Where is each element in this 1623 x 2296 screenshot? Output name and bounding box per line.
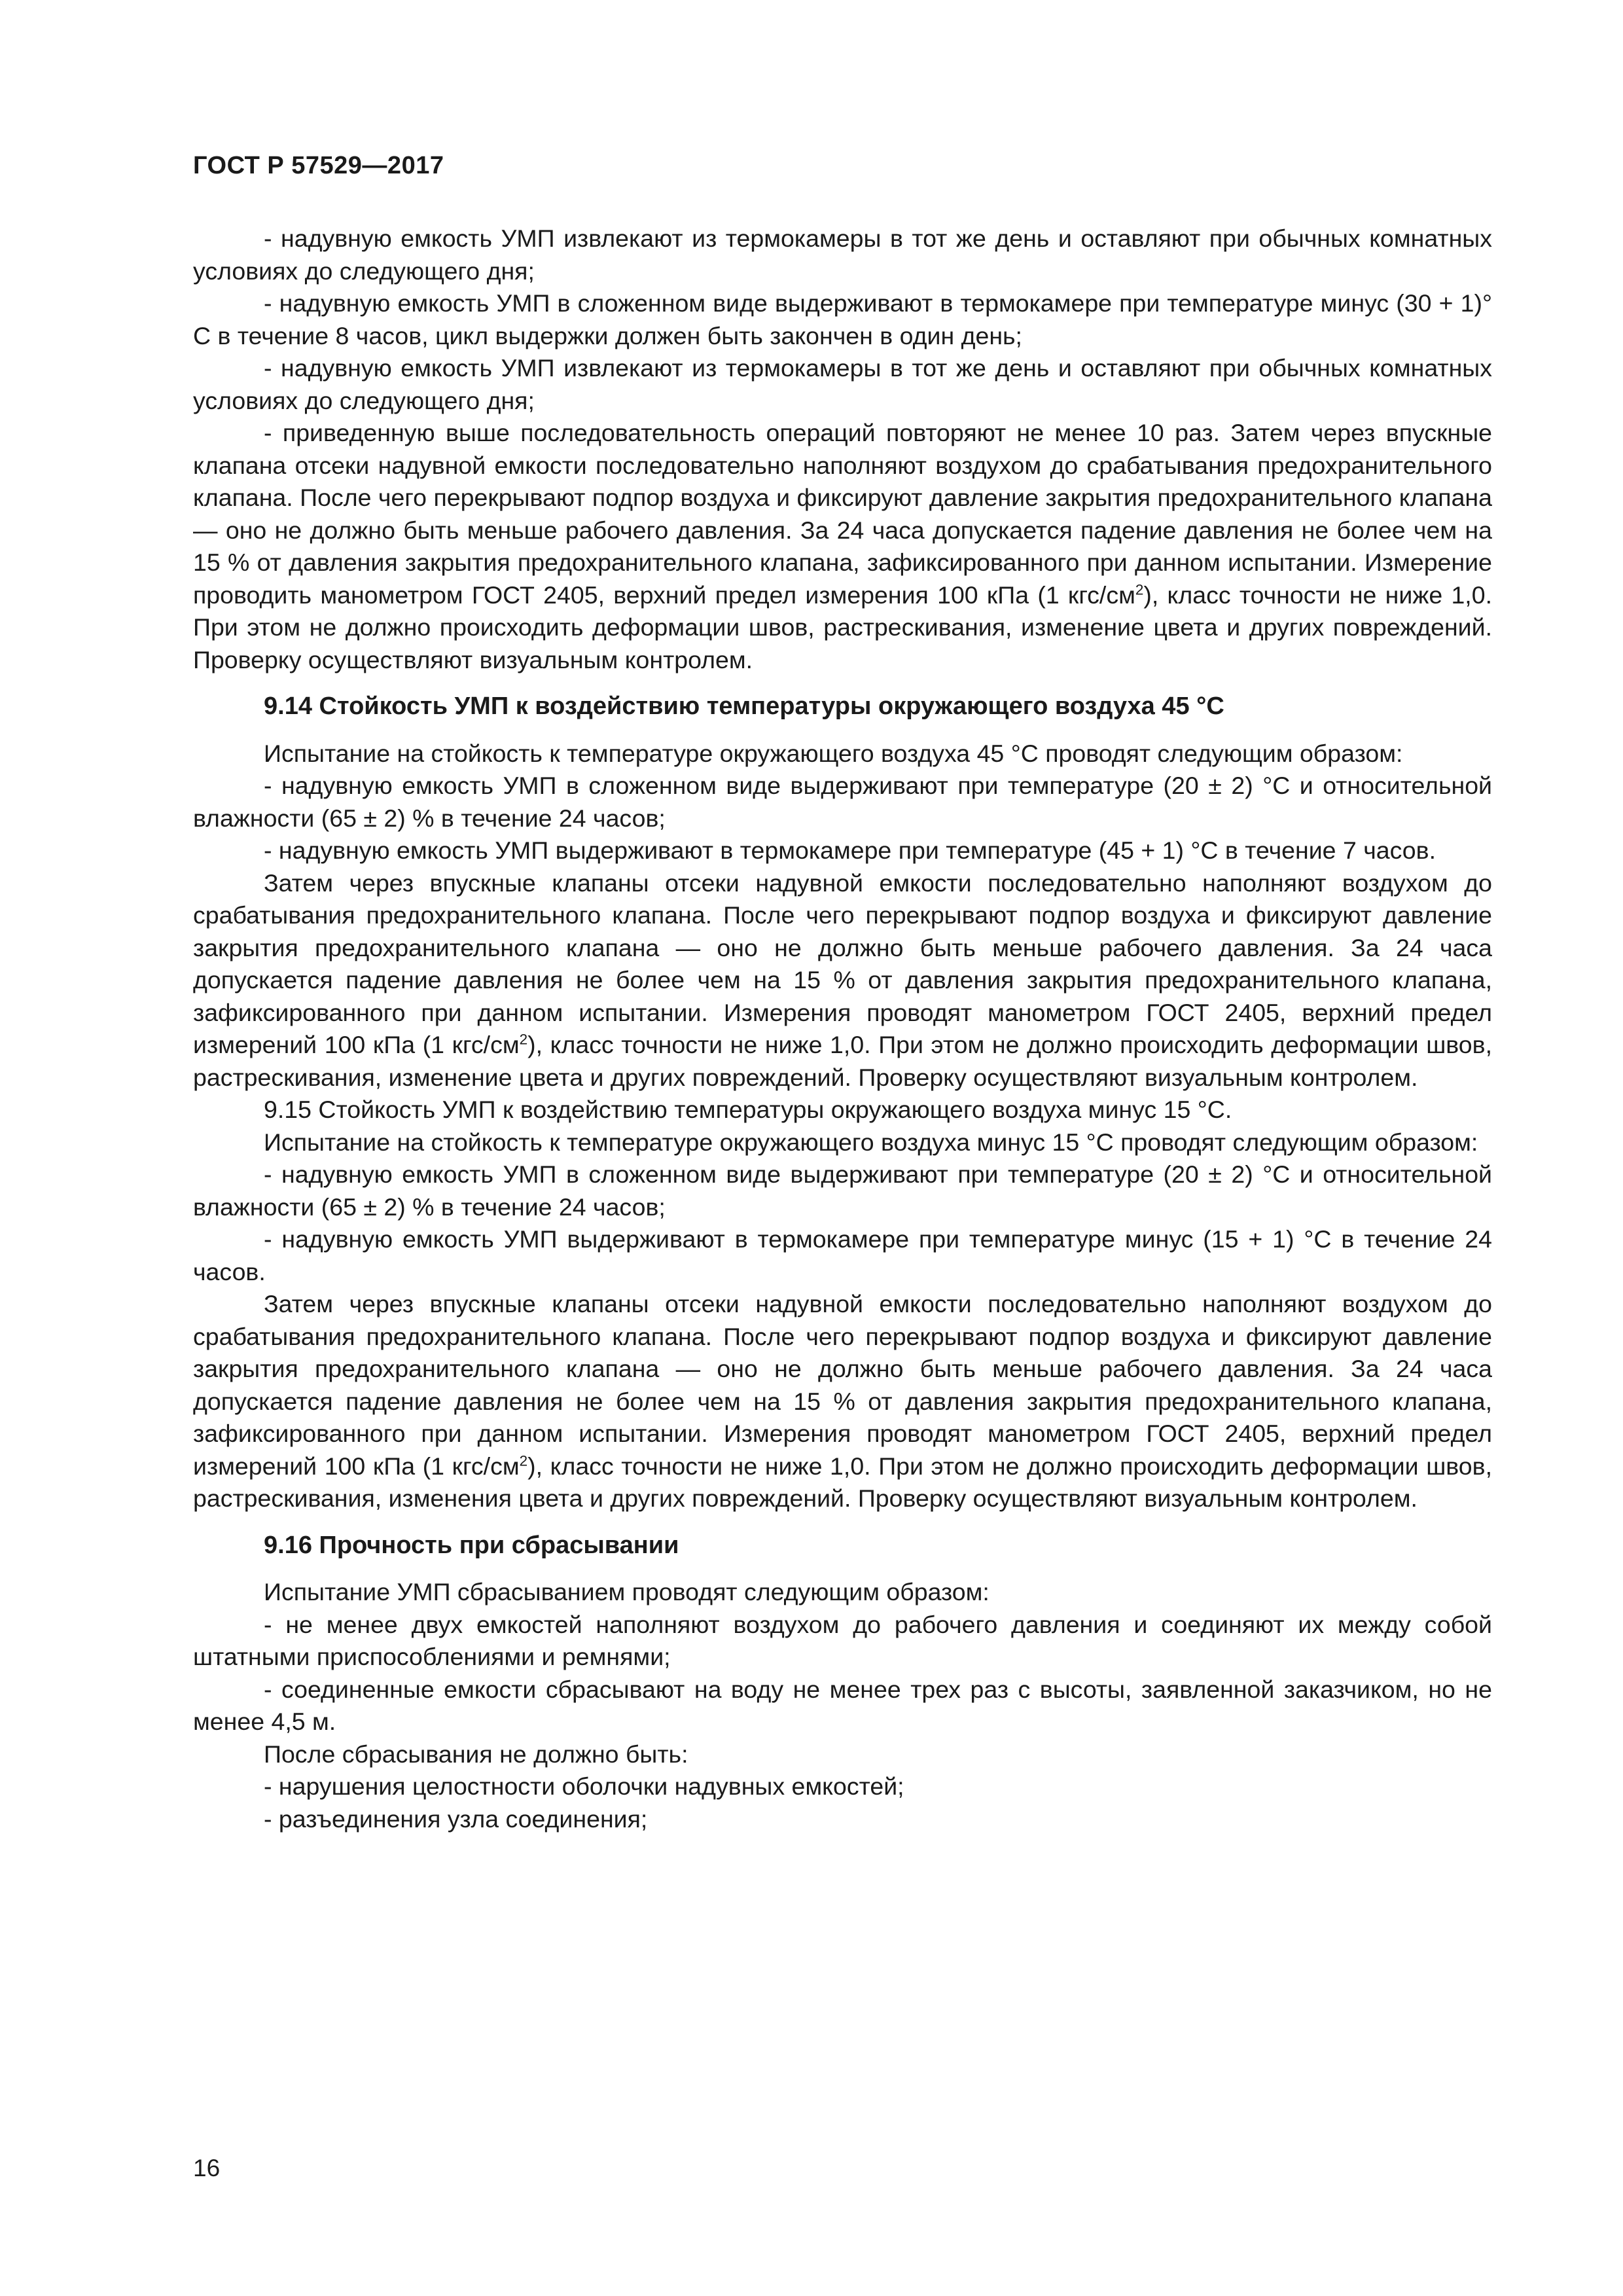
paragraph-bullet: - не менее двух емкостей наполняют воздухом до рабочего давления и соединяют их между собой штатными приспособлениями и ремнями;: [193, 1610, 1492, 1670]
paragraph: Затем через впускные клапаны отсеки надувной емкости последовательно наполняют воздухом до срабатывания предохранительного клапана. После чего перекрывают подпор воздуха и фиксируют давление закрытия предохранительного клапана — оно не должно быть меньше рабочего давления. За 24 часа допускается падение давления не более чем на 15 % от давления закрытия предохранительного клапана, зафиксированного при данном испытании. Измерения проводят манометром ГОСТ 2405, верхний предел измерений 100 кПа (1 кгс/$см^2$), класс точности не ниже 1,0. При этом не должно происходить деформации швов, растрескивания, изменение цвета и других повреждений. Проверку осуществляют визуальным контролем.: [193, 869, 1492, 1091]
paragraph-bullet: - надувную емкость УМП извлекают из термокамеры в тот же день и оставляют при обычных комнатных условиях до следующего дня;: [193, 224, 1492, 285]
paragraph: Испытание на стойкость к температуре окружающего воздуха 45 °С проводят следующим образом:: [264, 739, 1403, 767]
paragraph-bullet: - надувную емкость УМП в сложенном виде выдерживают при температуре (20 ± 2) °С и относительной влажности (65 ± 2) % в течение 24 часов;: [193, 1160, 1492, 1221]
section-heading-9-16: 9.16 Прочность при сбрасывании: [264, 1531, 679, 1559]
paragraph-bullet: - надувную емкость УМП выдерживают в термокамере при температуре (45 + 1) °С в течение 7 часов.: [264, 836, 1436, 864]
document-body: [193, 223, 1492, 1835]
paragraph-bullet: - надувную емкость УМП извлекают из термокамеры в тот же день и оставляют при обычных комнатных условиях до следующего дня;: [193, 354, 1492, 414]
paragraph-bullet: - надувную емкость УМП в сложенном виде выдерживают в термокамере при температуре минус (30 + 1)° С в течение 8 часов, цикл выдержки должен быть закончен в один день;: [193, 289, 1492, 350]
paragraph: Испытание УМП сбрасыванием проводят следующим образом:: [264, 1578, 990, 1605]
paragraph-bullet: - приведенную выше последовательность операций повторяют не менее 10 раз. Затем через впускные клапана отсеки надувной емкости последовательно наполняют воздухом до срабатывания предохранительного клапана. После чего перекрывают подпор воздуха и фиксируют давление закрытия предохранительного клапана — оно не должно быть меньше рабочего давления. За 24 часа допускается падение давления не более чем на 15 % от давления закрытия предохранительного клапана, зафиксированного при данном испытании. Измерение проводить манометром ГОСТ 2405, верхний предел измерения 100 кПа (1 кгс/$см^2$), класс точности не ниже 1,0. При этом не должно происходить деформации швов, растрескивания, изменение цвета и других повреждений. Проверку осуществляют визуальным контролем.: [193, 419, 1492, 673]
paragraph: Затем через впускные клапаны отсеки надувной емкости последовательно наполняют воздухом до срабатывания предохранительного клапана. После чего перекрывают подпор воздуха и фиксируют давление закрытия предохранительного клапана — оно не должно быть меньше рабочего давления. За 24 часа допускается падение давления не более чем на 15 % от давления закрытия предохранительного клапана, зафиксированного при данном испытании. Измерения проводят манометром ГОСТ 2405, верхний предел измерений 100 кПа (1 кгс/$см^2$), класс точности не ниже 1,0. При этом не должно происходить деформации швов, растрескивания, изменения цвета и других повреждений. Проверку осуществляют визуальным контролем.: [193, 1290, 1492, 1512]
paragraph: После сбрасывания не должно быть:: [264, 1740, 688, 1768]
section-heading-9-14: 9.14 Стойкость УМП к воздействию температуры окружающего воздуха 45 °С: [264, 692, 1224, 720]
paragraph-bullet: - соединенные емкости сбрасывают на воду не менее трех раз с высоты, заявленной заказчиком, но не менее 4,5 м.: [193, 1675, 1492, 1735]
superscript: 2: [519, 1031, 528, 1048]
paragraph-bullet: - надувную емкость УМП выдерживают в термокамере при температуре минус (15 + 1) °С в течение 24 часов.: [193, 1225, 1492, 1285]
paragraph: Испытание на стойкость к температуре окружающего воздуха минус 15 °С проводят следующим образом:: [264, 1128, 1478, 1156]
paragraph-bullet: - надувную емкость УМП в сложенном виде выдерживают при температуре (20 ± 2) °С и относительной влажности (65 ± 2) % в течение 24 часов;: [193, 772, 1492, 832]
paragraph-bullet: - разъединения узла соединения;: [264, 1804, 648, 1833]
superscript: 2: [1135, 581, 1144, 598]
paragraph-bullet: - нарушения целостности оболочки надувных емкостей;: [264, 1772, 904, 1800]
document-header-code: ГОСТ Р 57529—2017: [193, 152, 444, 179]
section-heading-9-15: 9.15 Стойкость УМП к воздействию температуры окружающего воздуха минус 15 °С.: [264, 1096, 1232, 1123]
superscript: 2: [519, 1452, 528, 1469]
page-number: 16: [193, 2155, 221, 2181]
